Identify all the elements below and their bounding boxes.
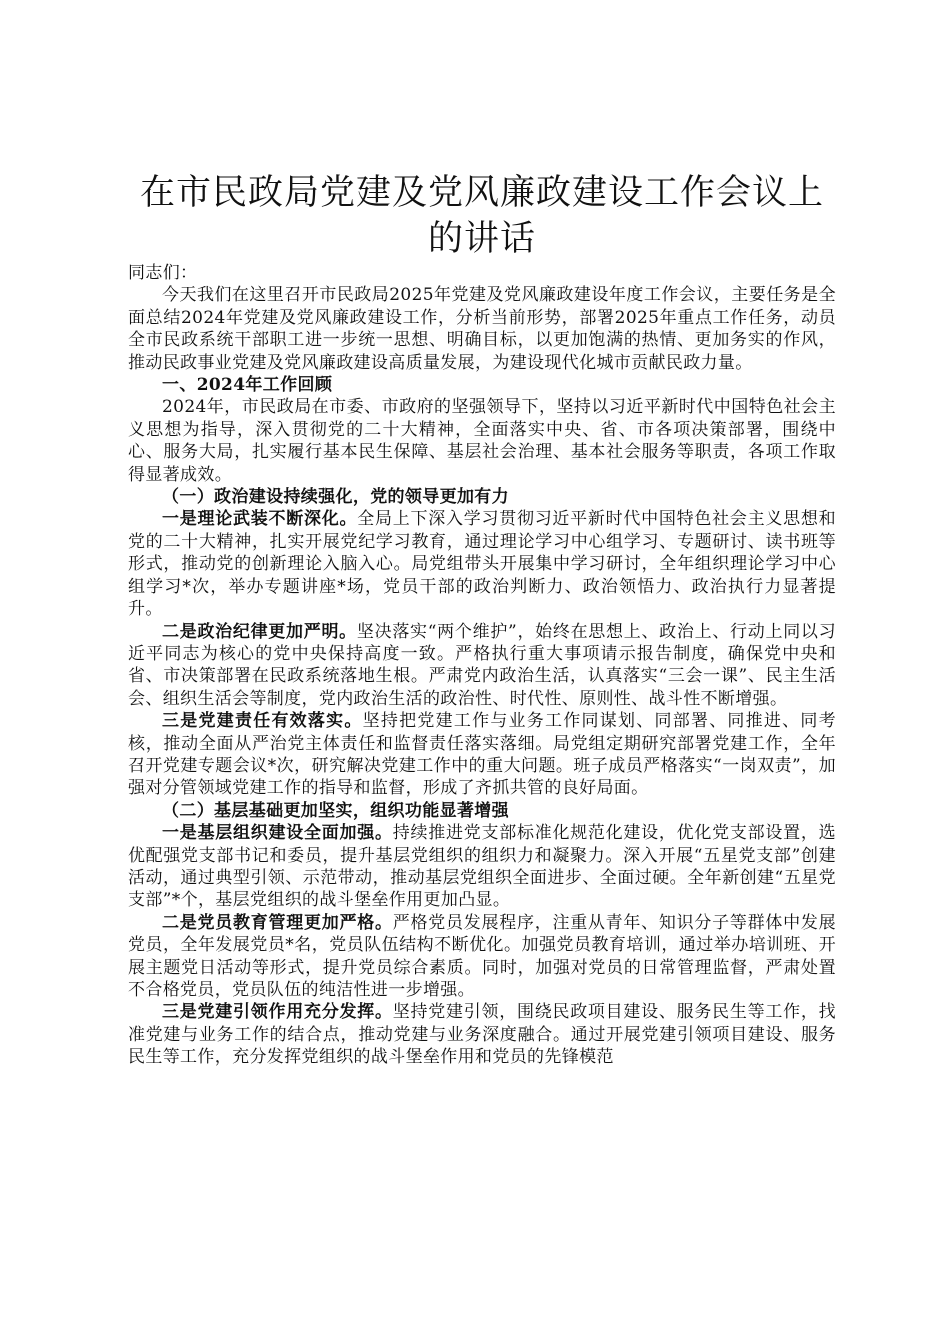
paragraph-lead: 一是基层组织建设全面加强。 bbox=[162, 823, 393, 844]
document-title: 在市民政局党建及党风廉政建设工作会议上的讲话 bbox=[139, 173, 824, 259]
subsection-heading-grassroots: （二）基层基础更加坚实，组织功能显著增强 bbox=[162, 800, 509, 821]
document-page bbox=[128, 170, 836, 1069]
paragraph-leading-role bbox=[128, 1001, 836, 1068]
paragraph-organization bbox=[128, 822, 836, 912]
paragraph-lead: 三是党建责任有效落实。 bbox=[162, 711, 363, 732]
section-heading-review: 一、2024年工作回顾 bbox=[162, 375, 333, 396]
paragraph-responsibility bbox=[128, 710, 836, 800]
paragraph-lead: 二是政治纪律更加严明。 bbox=[162, 621, 357, 642]
paragraph-text: 坚持把党建工作与业务工作同谋划、同部署、同推进、同考核，推动全面从严治党主体责任和监督责任落实落细。局党组定期研究部署党建工作，全年召开党建专题会议*次，研究解决党建工作中的重大问题。班子成员严格落实“一岗双责”，加强对分管领域党建工作的指导和监督，形成了齐抓共管的良好局面。 bbox=[128, 711, 836, 799]
subsection-heading-political: （一）政治建设持续强化，党的领导更加有力 bbox=[162, 487, 509, 508]
paragraph-text: 坚持党建引领，围绕民政项目建设、服务民生等工作，找准党建与业务工作的结合点，推动党建与业务深度融合。通过开展党建引领项目建设、服务民生等工作，充分发挥党组织的战斗堡垒作用和党员的先锋模范 bbox=[128, 1002, 836, 1068]
document-body bbox=[128, 262, 836, 1069]
salutation: 同志们： bbox=[128, 263, 198, 283]
paragraph-lead: 二是党员教育管理更加严格。 bbox=[162, 912, 393, 933]
paragraph-text: 坚决落实“两个维护”，始终在思想上、政治上、行动上同以习近平同志为核心的党中央保持高度一致。严格执行重大事项请示报告制度，确保党中央和省、市决策部署在民政系统落地生根。严肃党内政治生活，认真落实“三会一课”、民主生活会、组织生活会等制度，党内政治生活的政治性、时代性、原则性、战斗性不断增强。 bbox=[128, 621, 836, 709]
paragraph-discipline bbox=[128, 621, 836, 711]
paragraph-theory bbox=[128, 508, 836, 620]
paragraph-lead: 一是理论武装不断深化。 bbox=[162, 509, 358, 530]
intro-paragraph: 今天我们在这里召开市民政局2025年党建及党风廉政建设年度工作会议，主要任务是全面总结2024年党建及党风廉政建设工作，分析当前形势，部署2025年重点工作任务，动员全市民政系统干部职工进一步统一思想、明确目标，以更加饱满的热情、更加务实的作风，推动民政事业党建及党风廉政建设高质量发展，为建设现代化城市贡献民政力量。 bbox=[128, 285, 836, 373]
paragraph-member-management bbox=[128, 912, 836, 1002]
paragraph-text: 持续推进党支部标准化规范化建设，优化党支部设置，选优配强党支部书记和委员，提升基层党组织的组织力和凝聚力。深入开展“五星党支部”创建活动，通过典型引领、示范带动，推动基层党组织全面进步、全面过硬。全年新创建“五星党支部”*个，基层党组织的战斗堡垒作用更加凸显。 bbox=[128, 823, 836, 911]
section-review-paragraph: 2024年，市民政局在市委、市政府的坚强领导下，坚持以习近平新时代中国特色社会主义思想为指导，深入贯彻党的二十大精神，全面落实中央、省、市各项决策部署，围绕中心、服务大局，扎实履行基本民生保障、基层社会治理、基本社会服务等职责，各项工作取得显著成效。 bbox=[128, 397, 836, 485]
paragraph-text: 严格党员发展程序，注重从青年、知识分子等群体中发展党员，全年发展党员*名，党员队伍结构不断优化。加强党员教育培训，通过举办培训班、开展主题党日活动等形式，提升党员综合素质。同时，加强对党员的日常管理监督，严肃处置不合格党员，党员队伍的纯洁性进一步增强。 bbox=[128, 912, 836, 1000]
paragraph-text: 全局上下深入学习贯彻习近平新时代中国特色社会主义思想和党的二十大精神，扎实开展党纪学习教育，通过理论学习中心组学习、专题研讨、读书班等形式，推动党的创新理论入脑入心。局党组带头开展集中学习研讨，全年组织理论学习中心组学习*次，举办专题讲座*场，党员干部的政治判断力、政治领悟力、政治执行力显著提升。 bbox=[128, 509, 836, 620]
paragraph-lead: 三是党建引领作用充分发挥。 bbox=[162, 1002, 393, 1023]
